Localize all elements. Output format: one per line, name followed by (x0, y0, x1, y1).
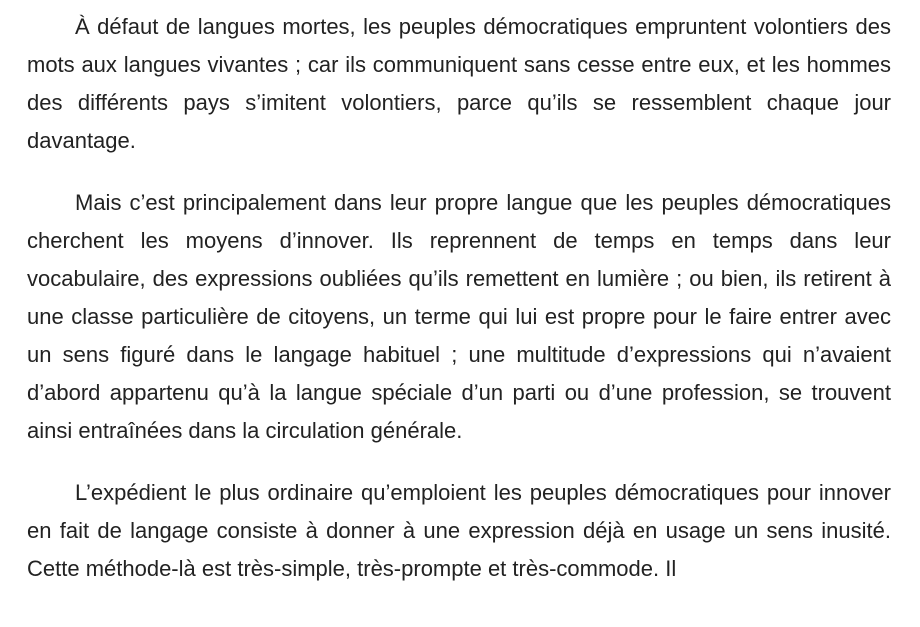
paragraph: Mais c’est principalement dans leur propre langue que les peuples démocratiques cherchent les moyens d’innover. Ils reprennent de temps en temps dans leur vocabulaire, des expressions oubliées qu’ils remettent en lumière ; ou bien, ils retirent à une classe particulière de citoyens, un terme qui lui est propre pour le faire entrer avec un sens figuré dans le langage habituel ; une multitude d’expressions qui n’avaient d’abord appartenu qu’à la langue spéciale d’un parti ou d’une profession, se trouvent ainsi entraînées dans la circulation générale. (27, 190, 891, 443)
paragraph: L’expédient le plus ordinaire qu’emploient les peuples démocratiques pour innover en fait de langage consiste à donner à une expression déjà en usage un sens inusité. Cette méthode-là est très-simple, très-prompte et très-commode. Il (27, 480, 891, 581)
document-body (27, 8, 891, 612)
paragraph: À défaut de langues mortes, les peuples démocratiques empruntent volontiers des mots aux langues vivantes ; car ils communiquent sans cesse entre eux, et les hommes des différents pays s’imitent volontiers, parce qu’ils se ressemblent chaque jour davantage. (27, 14, 891, 153)
